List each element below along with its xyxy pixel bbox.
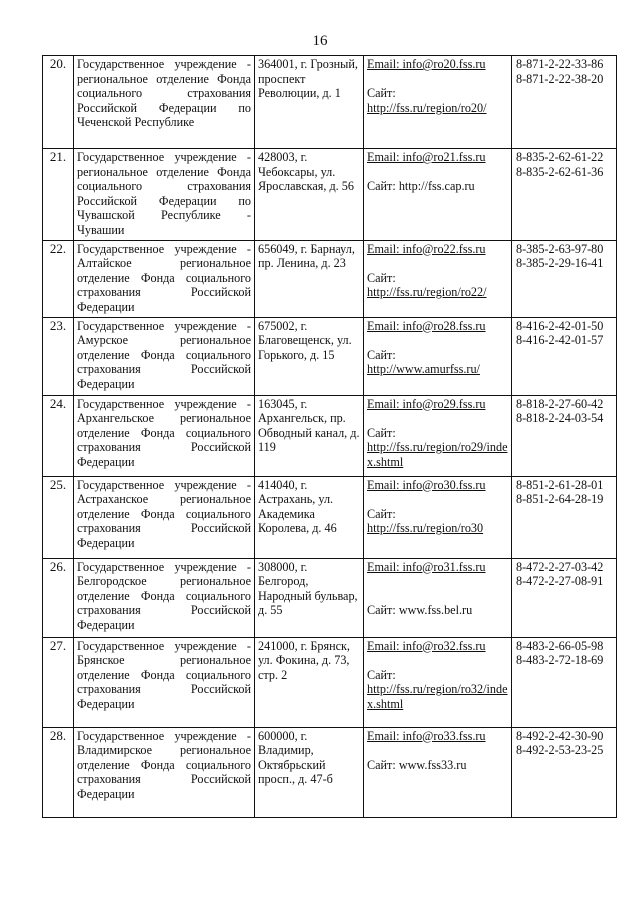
table-row — [43, 727, 617, 817]
phone-number: 8-871-2-22-38-20 — [516, 71, 604, 86]
contact-web — [364, 637, 512, 727]
table-row — [43, 56, 617, 149]
phones — [512, 149, 617, 241]
spacer — [367, 653, 508, 668]
address: 600000, г. Владимир, Октябрьский просп., д. 47-б — [255, 727, 364, 817]
phone-number: 8-483-2-66-05-98 — [516, 638, 604, 653]
email-link[interactable]: Email: info@ro30.fss.ru — [367, 477, 486, 492]
row-number: 25. — [43, 476, 74, 558]
organization-name: Государственное учреждение - Владимирское региональное отделение Фонда социального страхования Российской Федерации — [74, 727, 255, 817]
phones — [512, 317, 617, 395]
organization-name: Государственное учреждение - Алтайское региональное отделение Фонда социального страхования Российской Федерации — [74, 240, 255, 317]
contact-web — [364, 317, 512, 395]
website-link[interactable]: Сайт: www.fss.bel.ru — [367, 603, 473, 618]
site-label: Сайт: — [367, 86, 396, 101]
phone-number: 8-385-2-63-97-80 — [516, 241, 604, 256]
table-row — [43, 317, 617, 395]
address: 364001, г. Грозный, проспект Революции, д. 1 — [255, 56, 364, 149]
spacer — [367, 411, 508, 426]
phones — [512, 240, 617, 317]
organization-name: Государственное учреждение - Астраханское региональное отделение Фонда социального страхования Российской Федерации — [74, 476, 255, 558]
spacer — [367, 492, 508, 507]
website-link[interactable]: http://fss.ru/region/ro29/index.shtml — [367, 440, 508, 469]
spacer — [367, 256, 508, 271]
contact-web — [364, 558, 512, 637]
table-row — [43, 637, 617, 727]
phone-number: 8-818-2-24-03-54 — [516, 411, 604, 426]
email-link[interactable]: Email: info@ro33.fss.ru — [367, 728, 486, 743]
site-label: Сайт: — [367, 506, 396, 521]
table-row — [43, 240, 617, 317]
spacer — [367, 72, 508, 87]
address: 163045, г. Архангельск, пр. Обводный канал, д. 119 — [255, 395, 364, 476]
organization-name: Государственное учреждение - Белгородское региональное отделение Фонда социального страхования Российской Федерации — [74, 558, 255, 637]
row-number: 22. — [43, 240, 74, 317]
phones — [512, 727, 617, 817]
row-number: 24. — [43, 395, 74, 476]
spacer — [367, 574, 508, 589]
phone-number: 8-385-2-29-16-41 — [516, 256, 604, 271]
email-link[interactable]: Email: info@ro31.fss.ru — [367, 559, 486, 574]
contact-web — [364, 476, 512, 558]
website-link[interactable]: http://www.amurfss.ru/ — [367, 362, 480, 377]
spacer — [367, 743, 508, 758]
phone-number: 8-492-2-53-23-25 — [516, 743, 604, 758]
website-link[interactable]: Сайт: http://fss.cap.ru — [367, 179, 475, 194]
row-number: 28. — [43, 727, 74, 817]
address: 241000, г. Брянск, ул. Фокина, д. 73, стр. 2 — [255, 637, 364, 727]
table-row — [43, 395, 617, 476]
phones — [512, 395, 617, 476]
phones — [512, 476, 617, 558]
email-link[interactable]: Email: info@ro29.fss.ru — [367, 396, 486, 411]
phone-number: 8-835-2-62-61-36 — [516, 164, 604, 179]
organization-name: Государственное учреждение - Архангельское региональное отделение Фонда социального страхования Российской Федерации — [74, 395, 255, 476]
table-row — [43, 476, 617, 558]
regional-offices-table — [42, 55, 617, 818]
spacer — [367, 589, 508, 604]
phone-number: 8-416-2-42-01-50 — [516, 318, 604, 333]
spacer — [367, 333, 508, 348]
website-link[interactable]: http://fss.ru/region/ro22/ — [367, 285, 487, 300]
row-number: 26. — [43, 558, 74, 637]
phone-number: 8-492-2-42-30-90 — [516, 728, 604, 743]
phone-number: 8-851-2-61-28-01 — [516, 477, 604, 492]
address: 414040, г. Астрахань, ул. Академика Королева, д. 46 — [255, 476, 364, 558]
email-link[interactable]: Email: info@ro22.fss.ru — [367, 241, 486, 256]
phone-number: 8-472-2-27-03-42 — [516, 559, 604, 574]
site-label: Сайт: — [367, 270, 396, 285]
phone-number: 8-851-2-64-28-19 — [516, 492, 604, 507]
address: 428003, г. Чебоксары, ул. Ярославская, д. 56 — [255, 149, 364, 241]
website-link[interactable]: http://fss.ru/region/ro32/index.shtml — [367, 682, 508, 711]
email-link[interactable]: Email: info@ro28.fss.ru — [367, 318, 486, 333]
row-number: 20. — [43, 56, 74, 149]
organization-name: Государственное учреждение - региональное отделение Фонда социального страхования Российской Федерации по Чувашской Республике - Чувашии — [74, 149, 255, 241]
address: 675002, г. Благовещенск, ул. Горького, д. 15 — [255, 317, 364, 395]
contact-web — [364, 395, 512, 476]
contact-web — [364, 240, 512, 317]
row-number: 23. — [43, 317, 74, 395]
contact-web — [364, 56, 512, 149]
organization-name: Государственное учреждение - Амурское региональное отделение Фонда социального страхования Российской Федерации — [74, 317, 255, 395]
spacer — [367, 165, 508, 180]
website-link[interactable]: http://fss.ru/region/ro20/ — [367, 100, 487, 115]
contact-web — [364, 149, 512, 241]
phones — [512, 558, 617, 637]
phone-number: 8-472-2-27-08-91 — [516, 574, 604, 589]
contact-web — [364, 727, 512, 817]
phone-number: 8-483-2-72-18-69 — [516, 653, 604, 668]
email-link[interactable]: Email: info@ro20.fss.ru — [367, 57, 486, 71]
email-link[interactable]: Email: info@ro21.fss.ru — [367, 150, 486, 164]
phone-number: 8-818-2-27-60-42 — [516, 396, 604, 411]
row-number: 21. — [43, 149, 74, 241]
website-link[interactable]: Сайт: www.fss33.ru — [367, 757, 467, 772]
phone-number: 8-416-2-42-01-57 — [516, 333, 604, 348]
organization-name: Государственное учреждение - Брянское региональное отделение Фонда социального страхования Российской Федерации — [74, 637, 255, 727]
address: 308000, г. Белгород, Народный бульвар, д. 55 — [255, 558, 364, 637]
site-label: Сайт: — [367, 425, 396, 440]
email-link[interactable]: Email: info@ro32.fss.ru — [367, 638, 486, 653]
phones — [512, 637, 617, 727]
table-row — [43, 149, 617, 241]
phone-number: 8-835-2-62-61-22 — [516, 150, 604, 164]
phone-number: 8-871-2-22-33-86 — [516, 57, 604, 71]
row-number: 27. — [43, 637, 74, 727]
site-label: Сайт: — [367, 347, 396, 362]
site-label: Сайт: — [367, 667, 396, 682]
phones — [512, 56, 617, 149]
page-number: 16 — [312, 33, 328, 49]
address: 656049, г. Барнаул, пр. Ленина, д. 23 — [255, 240, 364, 317]
organization-name: Государственное учреждение - региональное отделение Фонда социального страхования Российской Федерации по Чеченской Республике — [74, 56, 255, 149]
table-row — [43, 558, 617, 637]
website-link[interactable]: http://fss.ru/region/ro30 — [367, 521, 484, 536]
